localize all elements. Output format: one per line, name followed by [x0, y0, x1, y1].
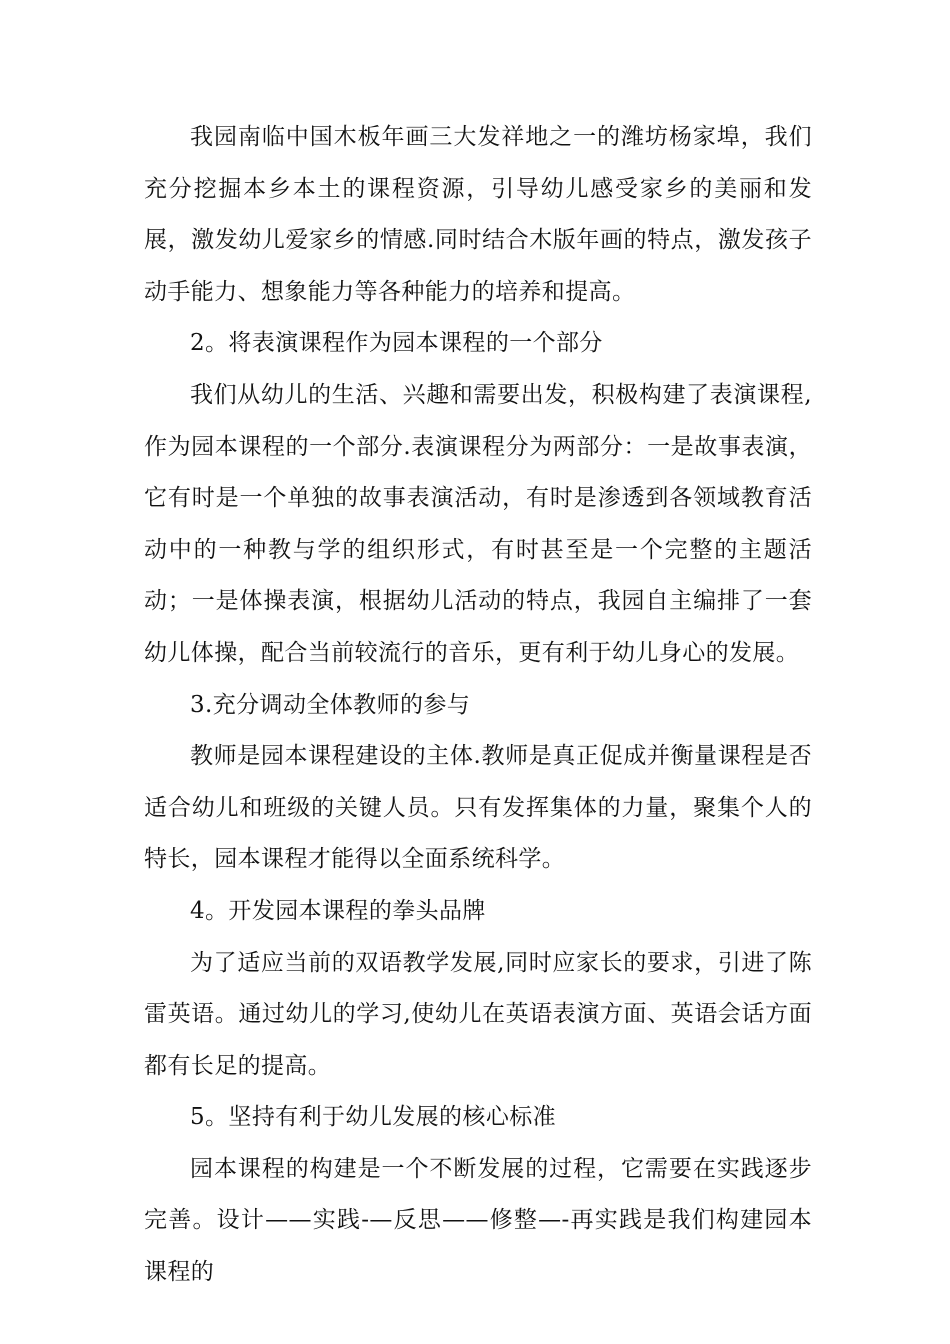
- document-body: [144, 112, 812, 1299]
- heading-core-standard: 5。坚持有利于幼儿发展的核心标准: [190, 1104, 557, 1131]
- heading-teacher-participation: 3.充分调动全体教师的参与: [190, 691, 471, 718]
- paragraph-flagship-brand: 为了适应当前的双语教学发展,同时应家长的要求，引进了陈雷英语。通过幼儿的学习,使幼儿在英语表演方面、英语会话方面都有长足的提高。: [144, 949, 812, 1079]
- paragraph-performance-course: 我们从幼儿的生活、兴趣和需要出发，积极构建了表演课程,作为园本课程的一个部分.表演课程分为两部分：一是故事表演，它有时是一个单独的故事表演活动，有时是渗透到各领域教育活动中的一种教与学的组织形式，有时甚至是一个完整的主题活动；一是体操表演，根据幼儿活动的特点，我园自主编排了一套幼儿体操，配合当前较流行的音乐，更有利于幼儿身心的发展。: [144, 381, 812, 666]
- heading-performance-course: 2。将表演课程作为园本课程的一个部分: [190, 330, 603, 357]
- paragraph-teacher-participation: 教师是园本课程建设的主体.教师是真正促成并衡量课程是否适合幼儿和班级的关键人员。只有发挥集体的力量，聚集个人的特长，园本课程才能得以全面系统科学。: [144, 743, 812, 873]
- paragraph-yangjiabu-resources: 我园南临中国木板年画三大发祥地之一的潍坊杨家埠，我们充分挖掘本乡本土的课程资源，引导幼儿感受家乡的美丽和发展，激发幼儿爱家乡的情感.同时结合木版年画的特点，激发孩子动手能力、想象能力等各种能力的培养和提高。: [144, 124, 812, 305]
- heading-flagship-brand: 4。开发园本课程的拳头品牌: [190, 897, 486, 924]
- paragraph-core-standard: 园本课程的构建是一个不断发展的过程，它需要在实践逐步完善。设计——实践-—反思——修整—-再实践是我们构建园本课程的: [144, 1155, 812, 1286]
